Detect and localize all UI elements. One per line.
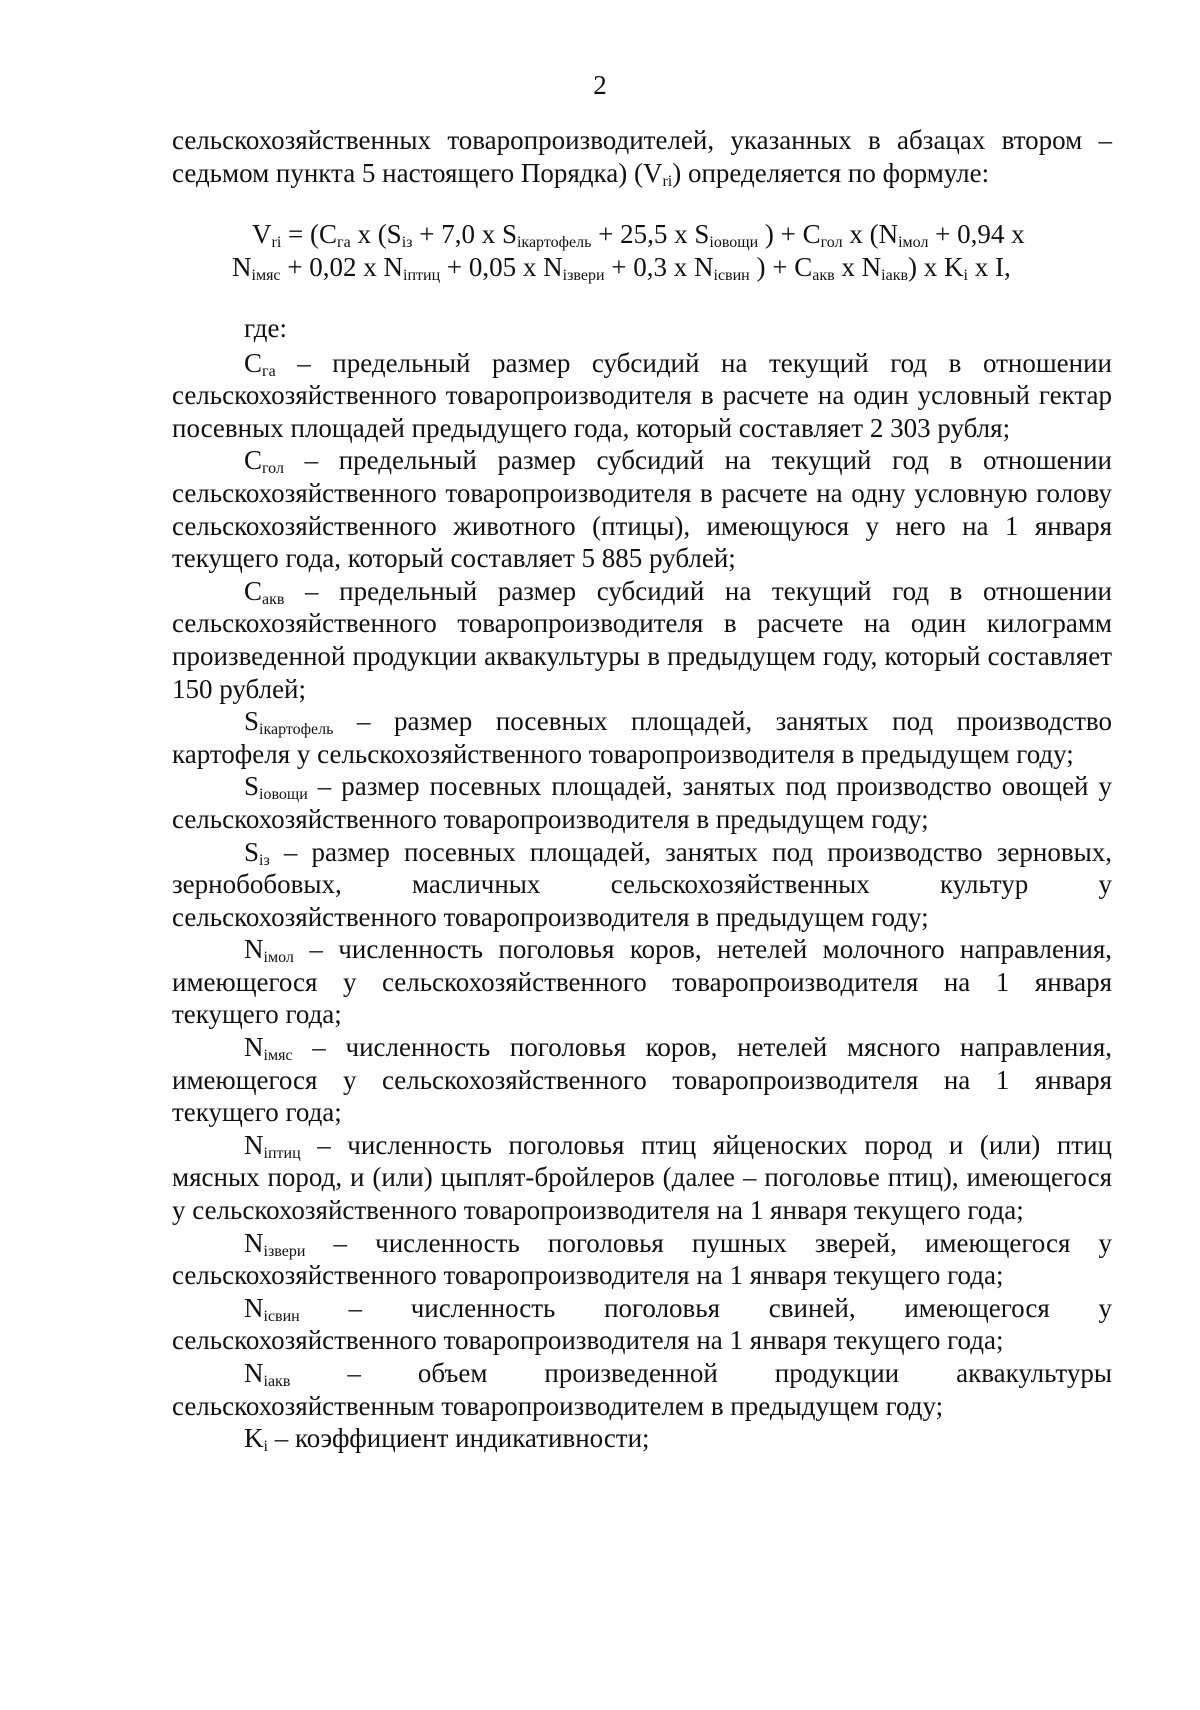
intro-paragraph: сельскохозяйственных товаропроизводителей, указанных в абзацах втором – седьмом пункта 5 настоящего Порядка) $(V_{ri})$ определяется по формуле: xyxy=(172,125,1112,190)
where-label: где: xyxy=(244,313,287,343)
definition-n-akv: $N_{iакв}$ – объем произведенной продукции аквакультуры сельскохозяйственным товаропроизводителем в предыдущем году; xyxy=(172,1358,1112,1421)
definitions xyxy=(172,312,1112,1455)
definition-s-kartofel: $S_{iкартофель}$ – размер посевных площадей, занятых под производство картофеля у сельскохозяйственного товаропроизводителя в предыдущем году; xyxy=(172,706,1112,769)
definition-n-mol: $N_{iмол}$ – численность поголовья коров, нетелей молочного направления, имеющегося у сельскохозяйственного товаропроизводителя на 1 января текущего года; xyxy=(172,934,1112,1030)
definition-c-gol: $C_{гол}$ – предельный размер субсидий на текущий год в отношении сельскохозяйственного товаропроизводителя в расчете на одну условную голову сельскохозяйственного животного (птицы), имеющуюся у него на 1 января текущего года, который составляет 5 885 рублей; xyxy=(172,445,1112,574)
definition-k-i: $K_i$ – коэффициент индикативности; xyxy=(244,1423,650,1456)
definition-n-svin: $N_{iсвин}$ – численность поголовья свиней, имеющегося у сельскохозяйственного товаропроизводителя на 1 января текущего года; xyxy=(172,1292,1112,1356)
definition-n-zveri: $N_{iзвери}$ – численность поголовья пушных зверей, имеющегося у сельскохозяйственного товаропроизводителя на 1 января текущего года; xyxy=(172,1227,1112,1291)
definition-s-z: $S_{iз}$ – размер посевных площадей, занятых под производство зерновых, зернобобовых, масличных сельскохозяйственных культур у сельскохозяйственного товаропроизводителя в предыдущем году; xyxy=(172,836,1112,932)
definition-s-ovoshchi: $S_{iовощи}$ – размер посевных площадей, занятых под производство овощей у сельскохозяйственного товаропроизводителя в предыдущем году; xyxy=(172,771,1112,834)
definition-c-akv: $C_{акв}$ – предельный размер субсидий на текущий год в отношении сельскохозяйственного товаропроизводителя в расчете на один килограмм произведенной продукции аквакультуры в предыдущем году, который составляет 150 рублей; xyxy=(172,575,1112,704)
definition-n-ptits: $N_{iптиц}$ – численность поголовья птиц яйценоских пород и (или) птиц мясных пород, и (или) цыплят-бройлеров (далее – поголовье птиц), имеющегося у сельскохозяйственного товаропроизводителя на 1 января текущего года; xyxy=(172,1129,1112,1226)
formula xyxy=(172,218,1112,284)
definition-c-ga: $C_{га}$ – предельный размер субсидий на текущий год в отношении сельскохозяйственного товаропроизводителя в расчете на один условный гектар посевных площадей предыдущего года, который составляет 2 303 рубля; xyxy=(172,347,1112,443)
formula-line-1: $V_{ri} = (C_{га}$ x ($S_{iз} + 7,0$ x $S_{iкартофель} + 25,5$ x $S_{iовощи}$ ) + $C_{гол}$ x ($N_{iмол} + 0,94$ x xyxy=(252,219,1025,251)
page-number: 2 xyxy=(593,70,607,100)
formula-line-2: $N_{iмяс} + 0,02$ x $N_{iптиц} + 0,05$ x $N_{iзвери} + 0,3$ x $N_{iсвин}$ ) + $C_{акв}$ x $N_{iакв}$) x $K_i$ x I, xyxy=(232,252,1011,284)
definition-n-myas: $N_{iмяс}$ – численность поголовья коров, нетелей мясного направления, имеющегося у сельскохозяйственного товаропроизводителя на 1 января текущего года; xyxy=(172,1032,1112,1128)
